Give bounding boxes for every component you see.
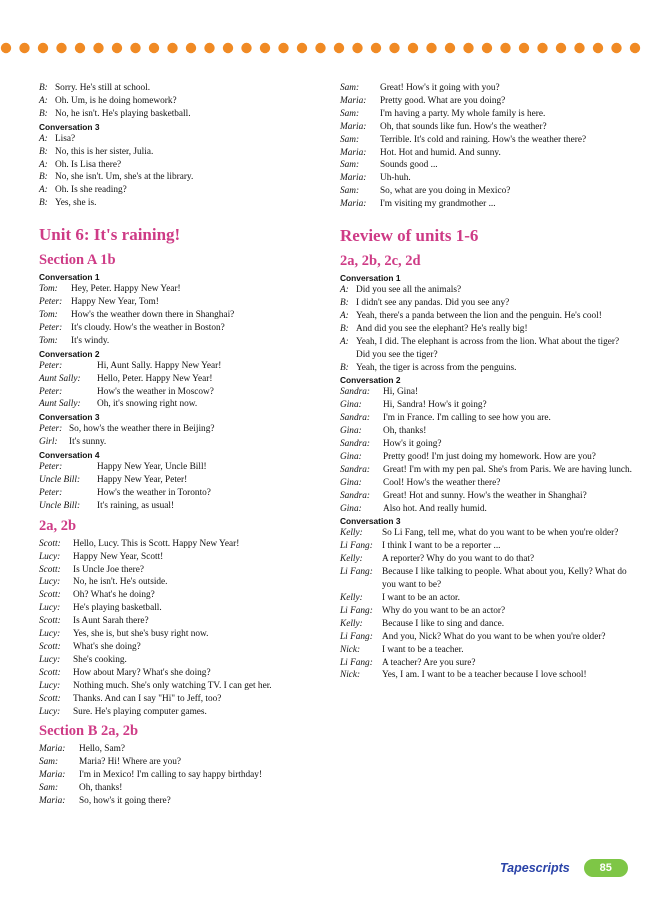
dialogue-line bbox=[39, 564, 331, 577]
speaker-label: Kelly: bbox=[340, 593, 363, 603]
dialogue-line bbox=[39, 283, 331, 296]
speaker-label: Li Fang: bbox=[340, 631, 373, 642]
speaker-label: A: bbox=[340, 336, 349, 347]
dialogue-line bbox=[39, 756, 331, 769]
dialogue-line bbox=[39, 706, 331, 719]
dialogue-text: Yes, she is. bbox=[55, 198, 97, 209]
border-dot bbox=[93, 43, 103, 53]
dialogue-line bbox=[39, 615, 331, 628]
dialogue-text: How about Mary? What's she doing? bbox=[73, 667, 211, 678]
speaker-label: A: bbox=[39, 95, 48, 106]
border-dot bbox=[75, 43, 85, 53]
speaker-label: B: bbox=[340, 362, 349, 373]
dialogue-text: A teacher? Are you sure? bbox=[382, 657, 476, 668]
dialogue-text: Pretty good. What are you doing? bbox=[380, 95, 506, 106]
dialogue-line bbox=[39, 680, 331, 693]
dialogue-text: How's the weather in Moscow? bbox=[97, 386, 214, 397]
dialogue-text: No, this is her sister, Julia. bbox=[55, 146, 154, 157]
dialogue-line bbox=[340, 464, 632, 477]
speaker-label: Gina: bbox=[340, 503, 362, 514]
border-dot bbox=[463, 43, 473, 53]
dialogue-line bbox=[39, 474, 331, 487]
dialogue-text: Hi, Aunt Sally. Happy New Year! bbox=[97, 360, 222, 371]
speaker-label: B: bbox=[39, 146, 48, 157]
dialogue-text: Hey, Peter. Happy New Year! bbox=[71, 284, 181, 295]
speaker-label: A: bbox=[39, 185, 48, 196]
page-number-badge: 85 bbox=[584, 859, 628, 877]
dialogue-line bbox=[39, 197, 331, 210]
dialogue-line bbox=[39, 386, 331, 399]
speaker-label: Lucy: bbox=[39, 629, 61, 640]
border-dot bbox=[556, 43, 566, 53]
dialogue-text: Yes, I am. I want to be a teacher because I love school! bbox=[382, 670, 587, 681]
dialogue-text: Is Aunt Sarah there? bbox=[73, 616, 149, 627]
dialogue-text: Hello, Sam? bbox=[79, 744, 125, 755]
dialogue-line bbox=[39, 171, 331, 184]
speaker-label: A: bbox=[39, 159, 48, 170]
speaker-label: Maria: bbox=[39, 770, 66, 781]
speaker-label: B: bbox=[39, 172, 48, 183]
dialogue-text: No, he isn't. He's playing basketball. bbox=[55, 108, 191, 119]
dialogue-text: Also hot. And really humid. bbox=[383, 503, 487, 514]
dialogue-text: It's raining, as usual! bbox=[97, 500, 175, 511]
speaker-label: Sam: bbox=[340, 186, 360, 197]
dialogue-line bbox=[39, 95, 331, 108]
dialogue-line bbox=[39, 436, 331, 449]
dialogue-line bbox=[340, 490, 632, 503]
border-dot bbox=[223, 43, 233, 53]
dialogue-text: So, how's it going there? bbox=[79, 796, 171, 807]
dialogue-line bbox=[39, 108, 331, 121]
dialogue-text: And did you see the elephant? He's really big! bbox=[356, 323, 528, 334]
dialogue-line bbox=[340, 566, 632, 592]
conversation-heading: Conversation 4 bbox=[39, 450, 100, 461]
speaker-label: Tom: bbox=[39, 309, 58, 320]
dialogue-text: Sure. He's playing computer games. bbox=[73, 706, 207, 717]
conversation-heading: Conversation 2 bbox=[39, 348, 100, 359]
dialogue-line bbox=[340, 669, 632, 682]
border-dot bbox=[297, 43, 307, 53]
speaker-label: Maria: bbox=[340, 173, 367, 184]
dialogue-text: No, she isn't. Um, she's at the library. bbox=[55, 172, 194, 183]
dialogue-line bbox=[340, 592, 632, 605]
dialogue-text: Sounds good ... bbox=[380, 160, 438, 171]
dialogue-text: Sorry. He's still at school. bbox=[55, 83, 151, 93]
speaker-label: Peter: bbox=[39, 322, 63, 333]
dialogue-line bbox=[340, 134, 632, 147]
dialogue-text: I'm in Mexico! I'm calling to say happy birthday! bbox=[79, 770, 263, 781]
dialogue-text: What's she doing? bbox=[73, 642, 141, 652]
border-dot bbox=[167, 43, 177, 53]
conversation-heading: Conversation 1 bbox=[340, 273, 401, 284]
dialogue-text: Thanks. And can I say "Hi" to Jeff, too? bbox=[73, 693, 222, 704]
dialogue-text: Did you see all the animals? bbox=[356, 285, 462, 296]
border-dot bbox=[593, 43, 603, 53]
speaker-label: Lucy: bbox=[39, 654, 61, 665]
speaker-label: Lucy: bbox=[39, 680, 61, 691]
dialogue-text: It's cloudy. How's the weather in Boston? bbox=[71, 322, 225, 333]
dialogue-text: Happy New Year, Tom! bbox=[71, 297, 159, 308]
dialogue-line bbox=[340, 362, 632, 375]
speaker-label: Aunt Sally: bbox=[39, 373, 81, 384]
dialogue-text: Pretty good! I'm just doing my homework. How are you? bbox=[383, 451, 596, 462]
dialogue-line bbox=[340, 438, 632, 451]
left-column bbox=[39, 82, 331, 808]
conversation-heading: Conversation 3 bbox=[39, 412, 100, 423]
conversation-heading: Conversation 1 bbox=[39, 272, 100, 283]
dialogue-text: Is Uncle Joe there? bbox=[73, 564, 144, 575]
dialogue-line bbox=[340, 644, 632, 657]
border-dot bbox=[19, 43, 29, 53]
speaker-label: Maria: bbox=[340, 121, 367, 132]
dialogue-line bbox=[39, 423, 331, 436]
dialogue-line bbox=[39, 602, 331, 615]
dialogue-line bbox=[340, 185, 632, 198]
dialogue-text: I'm visiting my grandmother ... bbox=[380, 199, 496, 210]
speaker-label: Lucy: bbox=[39, 706, 61, 717]
dialogue-text: How's it going? bbox=[383, 439, 442, 450]
speaker-label: Lucy: bbox=[39, 551, 61, 562]
dialogue-text: Cool! How's the weather there? bbox=[383, 477, 501, 488]
dialogue-text: Oh. Is Lisa there? bbox=[55, 159, 122, 170]
dialogue-line bbox=[39, 360, 331, 373]
dialogue-line bbox=[39, 641, 331, 654]
speaker-label: Lucy: bbox=[39, 603, 61, 614]
speaker-label: Sam: bbox=[340, 134, 360, 145]
dialogue-line bbox=[39, 551, 331, 564]
border-dot bbox=[38, 43, 48, 53]
dialogue-line bbox=[39, 654, 331, 667]
dialogue-text: Oh. Um, is he doing homework? bbox=[55, 95, 177, 106]
dialogue-line bbox=[340, 159, 632, 172]
border-dot bbox=[408, 43, 418, 53]
dialogue-text: And you, Nick? What do you want to be when you're older? bbox=[382, 631, 606, 642]
speaker-label: A: bbox=[340, 285, 349, 296]
page-footer bbox=[500, 858, 628, 878]
dialogue-line bbox=[340, 540, 632, 553]
dialogue-line bbox=[39, 628, 331, 641]
border-dot bbox=[445, 43, 455, 53]
dialogue-text: So Li Fang, tell me, what do you want to be when you're older? bbox=[382, 528, 619, 539]
dialogue-text: Because I like to sing and dance. bbox=[382, 618, 505, 629]
dialogue-line bbox=[340, 198, 632, 211]
border-dot bbox=[1, 43, 11, 53]
unit-title: Review of units 1-6 bbox=[340, 226, 479, 246]
dialogue-line bbox=[340, 618, 632, 631]
dialogue-text: Nothing much. She's only watching TV. I can get her. bbox=[73, 680, 272, 691]
speaker-label: Girl: bbox=[39, 437, 58, 448]
border-dot bbox=[204, 43, 214, 53]
speaker-label: Kelly: bbox=[340, 618, 363, 629]
speaker-label: Scott: bbox=[39, 590, 61, 601]
speaker-label: Scott: bbox=[39, 616, 61, 627]
speaker-label: Sam: bbox=[39, 783, 59, 794]
dialogue-line bbox=[39, 82, 331, 95]
dialogue-line bbox=[39, 184, 331, 197]
dialogue-line bbox=[340, 605, 632, 618]
dialogue-line bbox=[39, 373, 331, 386]
section-heading: 2a, 2b, 2c, 2d bbox=[340, 253, 421, 270]
dialogue-text: Great! How's it going with you? bbox=[380, 83, 500, 93]
border-dot bbox=[537, 43, 547, 53]
border-dot bbox=[352, 43, 362, 53]
dialogue-line bbox=[340, 336, 632, 362]
speaker-label: Li Fang: bbox=[340, 567, 373, 578]
dialogue-line bbox=[340, 147, 632, 160]
section-heading: 2a, 2b bbox=[39, 517, 77, 534]
speaker-label: Sam: bbox=[340, 160, 360, 171]
dialogue-text: Oh, thanks! bbox=[79, 783, 123, 794]
dialogue-line bbox=[39, 589, 331, 602]
speaker-label: Maria: bbox=[340, 147, 367, 158]
speaker-label: Scott: bbox=[39, 564, 61, 575]
speaker-label: Nick: bbox=[340, 644, 361, 655]
speaker-label: B: bbox=[39, 108, 48, 119]
speaker-label: Sam: bbox=[39, 757, 59, 768]
dialogue-line bbox=[340, 503, 632, 516]
dialogue-line bbox=[340, 425, 632, 438]
speaker-label: Maria: bbox=[340, 95, 367, 106]
dialogue-line bbox=[39, 538, 331, 551]
dialogue-line bbox=[39, 322, 331, 335]
speaker-label: Li Fang: bbox=[340, 657, 373, 668]
border-dot bbox=[186, 43, 196, 53]
dialogue-text: It's sunny. bbox=[69, 437, 107, 448]
border-dot bbox=[315, 43, 325, 53]
dialogue-text: Uh-huh. bbox=[380, 173, 411, 184]
speaker-label: Gina: bbox=[340, 451, 362, 462]
border-dot bbox=[426, 43, 436, 53]
speaker-label: Peter: bbox=[39, 386, 63, 397]
dialogue-text: Hi, Sandra! How's it going? bbox=[383, 400, 487, 411]
dialogue-line bbox=[39, 769, 331, 782]
speaker-label: B: bbox=[39, 83, 48, 93]
dialogue-line bbox=[340, 553, 632, 566]
speaker-label: Kelly: bbox=[340, 528, 363, 539]
dialogue-text: I didn't see any pandas. Did you see any? bbox=[356, 297, 510, 308]
speaker-label: Nick: bbox=[340, 670, 361, 681]
dialogue-line bbox=[39, 743, 331, 756]
dialogue-text: Oh, thanks! bbox=[383, 426, 427, 437]
dialogue-text: Yeah, I did. The elephant is across from the lion. What about the tiger? Did you see the tiger? bbox=[356, 336, 620, 360]
dialogue-text: Lisa? bbox=[55, 133, 76, 144]
dialogue-text: Why do you want to be an actor? bbox=[382, 605, 506, 616]
dialogue-line bbox=[39, 667, 331, 680]
speaker-label: Tom: bbox=[39, 335, 58, 346]
speaker-label: Maria: bbox=[39, 796, 66, 807]
border-dot bbox=[334, 43, 344, 53]
dialogue-text: I want to be an actor. bbox=[382, 593, 460, 603]
dialogue-line bbox=[340, 82, 632, 95]
conversation-heading: Conversation 3 bbox=[39, 121, 100, 132]
dialogue-text: I want to be a teacher. bbox=[382, 644, 464, 655]
dialogue-line bbox=[340, 631, 632, 644]
dialogue-line bbox=[39, 159, 331, 172]
speaker-label: Peter: bbox=[39, 360, 63, 371]
speaker-label: Peter: bbox=[39, 462, 63, 473]
dialogue-line bbox=[340, 386, 632, 399]
speaker-label: Gina: bbox=[340, 426, 362, 437]
dialogue-line bbox=[340, 108, 632, 121]
speaker-label: Kelly: bbox=[340, 554, 363, 565]
border-dot bbox=[149, 43, 159, 53]
speaker-label: Lucy: bbox=[39, 577, 61, 588]
border-dot bbox=[278, 43, 288, 53]
dialogue-line bbox=[39, 296, 331, 309]
speaker-label: Sandra: bbox=[340, 439, 370, 450]
dialogue-text: Oh, that sounds like fun. How's the weather? bbox=[380, 121, 547, 132]
speaker-label: Peter: bbox=[39, 487, 63, 498]
dialogue-text: Oh, it's snowing right now. bbox=[97, 399, 198, 410]
dialogue-line bbox=[39, 693, 331, 706]
speaker-label: Li Fang: bbox=[340, 605, 373, 616]
speaker-label: Uncle Bill: bbox=[39, 500, 81, 511]
speaker-label: Gina: bbox=[340, 400, 362, 411]
speaker-label: Li Fang: bbox=[340, 541, 373, 552]
border-dot bbox=[630, 43, 640, 53]
dialogue-line bbox=[39, 795, 331, 808]
dialogue-line bbox=[39, 461, 331, 474]
dialogue-text: I'm having a party. My whole family is here. bbox=[380, 108, 546, 119]
speaker-label: Peter: bbox=[39, 297, 63, 308]
speaker-label: A: bbox=[39, 133, 48, 144]
dialogue-line bbox=[340, 310, 632, 323]
dialogue-text: Happy New Year, Scott! bbox=[73, 551, 164, 562]
border-dot bbox=[241, 43, 251, 53]
dialogue-line bbox=[340, 657, 632, 670]
speaker-label: B: bbox=[340, 297, 349, 308]
speaker-label: Sam: bbox=[340, 83, 360, 93]
dialogue-line bbox=[39, 576, 331, 589]
speaker-label: Tom: bbox=[39, 284, 58, 295]
dialogue-text: Hello, Lucy. This is Scott. Happy New Year! bbox=[73, 538, 240, 549]
dialogue-line bbox=[340, 451, 632, 464]
dialogue-text: A reporter? Why do you want to do that? bbox=[382, 554, 535, 565]
border-dot bbox=[519, 43, 529, 53]
dialogue-text: She's cooking. bbox=[73, 654, 127, 665]
dialogue-text: He's playing basketball. bbox=[73, 603, 162, 614]
speaker-label: Sandra: bbox=[340, 387, 370, 398]
speaker-label: Uncle Bill: bbox=[39, 475, 81, 486]
dialogue-text: Yeah, there's a panda between the lion and the penguin. He's cool! bbox=[356, 310, 602, 321]
dialogue-line bbox=[39, 487, 331, 500]
border-dot bbox=[500, 43, 510, 53]
border-dot bbox=[574, 43, 584, 53]
dialogue-text: Yeah, the tiger is across from the penguins. bbox=[356, 362, 517, 373]
speaker-label: Gina: bbox=[340, 477, 362, 488]
dialogue-text: Happy New Year, Uncle Bill! bbox=[97, 462, 207, 473]
border-dot bbox=[112, 43, 122, 53]
speaker-label: Scott: bbox=[39, 642, 61, 652]
dialogue-text: Terrible. It's cold and raining. How's the weather there? bbox=[380, 134, 587, 145]
speaker-label: A: bbox=[340, 310, 349, 321]
dialogue-line bbox=[340, 412, 632, 425]
dialogue-text: Because I like talking to people. What about you, Kelly? What do you want to be? bbox=[382, 567, 627, 591]
conversation-heading: Conversation 3 bbox=[340, 516, 401, 527]
speaker-label: Scott: bbox=[39, 538, 61, 549]
right-column bbox=[340, 82, 632, 682]
dialogue-text: How's the weather in Toronto? bbox=[97, 487, 211, 498]
dialogue-line bbox=[340, 121, 632, 134]
dialogue-line bbox=[340, 477, 632, 490]
speaker-label: Sam: bbox=[340, 108, 360, 119]
speaker-label: Sandra: bbox=[340, 490, 370, 501]
dialogue-text: So, how's the weather there in Beijing? bbox=[69, 424, 215, 435]
speaker-label: Aunt Sally: bbox=[39, 399, 81, 410]
dotted-border-decoration bbox=[0, 40, 650, 56]
speaker-label: Sandra: bbox=[340, 413, 370, 424]
dialogue-text: How's the weather down there in Shanghai? bbox=[71, 309, 235, 320]
border-dot bbox=[389, 43, 399, 53]
speaker-label: B: bbox=[39, 198, 48, 209]
conversation-heading: Conversation 2 bbox=[340, 375, 401, 386]
dialogue-line bbox=[39, 309, 331, 322]
dialogue-line bbox=[39, 133, 331, 146]
dialogue-line bbox=[39, 335, 331, 348]
speaker-label: B: bbox=[340, 323, 349, 334]
dialogue-text: Hello, Peter. Happy New Year! bbox=[97, 373, 213, 384]
dialogue-text: Great! I'm with my pen pal. She's from Paris. We are having lunch. bbox=[383, 464, 632, 475]
dialogue-text: Happy New Year, Peter! bbox=[97, 475, 188, 486]
dialogue-line bbox=[340, 297, 632, 310]
section-heading: Section B 2a, 2b bbox=[39, 723, 139, 740]
border-dot bbox=[130, 43, 140, 53]
dialogue-line bbox=[340, 323, 632, 336]
footer-label: Tapescripts bbox=[500, 861, 570, 875]
border-dot bbox=[260, 43, 270, 53]
dialogue-text: Maria? Hi! Where are you? bbox=[79, 757, 182, 768]
dialogue-line bbox=[39, 782, 331, 795]
dialogue-text: Hi, Gina! bbox=[383, 387, 419, 398]
dialogue-text: So, what are you doing in Mexico? bbox=[380, 186, 511, 197]
section-heading: Section A 1b bbox=[39, 252, 116, 269]
speaker-label: Peter: bbox=[39, 424, 63, 435]
dialogue-text: I'm in France. I'm calling to see how you are. bbox=[383, 413, 551, 424]
dialogue-text: Oh. Is she reading? bbox=[55, 185, 127, 196]
dialogue-line bbox=[340, 399, 632, 412]
dialogue-line bbox=[39, 500, 331, 513]
dialogue-text: Hot. Hot and humid. And sunny. bbox=[380, 147, 501, 158]
dialogue-line bbox=[39, 398, 331, 411]
dialogue-line bbox=[39, 146, 331, 159]
dialogue-line bbox=[340, 95, 632, 108]
dialogue-text: Yes, she is, but she's busy right now. bbox=[73, 629, 209, 640]
dialogue-line bbox=[340, 284, 632, 297]
dialogue-text: No, he isn't. He's outside. bbox=[73, 577, 168, 588]
dialogue-text: I think I want to be a reporter ... bbox=[382, 541, 501, 552]
dialogue-text: It's windy. bbox=[71, 335, 110, 346]
speaker-label: Scott: bbox=[39, 693, 61, 704]
speaker-label: Maria: bbox=[340, 199, 367, 210]
dialogue-line bbox=[340, 172, 632, 185]
border-dot bbox=[482, 43, 492, 53]
dialogue-text: Great! Hot and sunny. How's the weather in Shanghai? bbox=[383, 490, 587, 501]
speaker-label: Scott: bbox=[39, 667, 61, 678]
unit-title: Unit 6: It's raining! bbox=[39, 225, 181, 245]
dialogue-text: Oh? What's he doing? bbox=[73, 590, 155, 601]
dialogue-line bbox=[340, 527, 632, 540]
border-dot bbox=[611, 43, 621, 53]
speaker-label: Maria: bbox=[39, 744, 66, 755]
border-dot bbox=[56, 43, 66, 53]
speaker-label: Sandra: bbox=[340, 464, 370, 475]
border-dot bbox=[371, 43, 381, 53]
